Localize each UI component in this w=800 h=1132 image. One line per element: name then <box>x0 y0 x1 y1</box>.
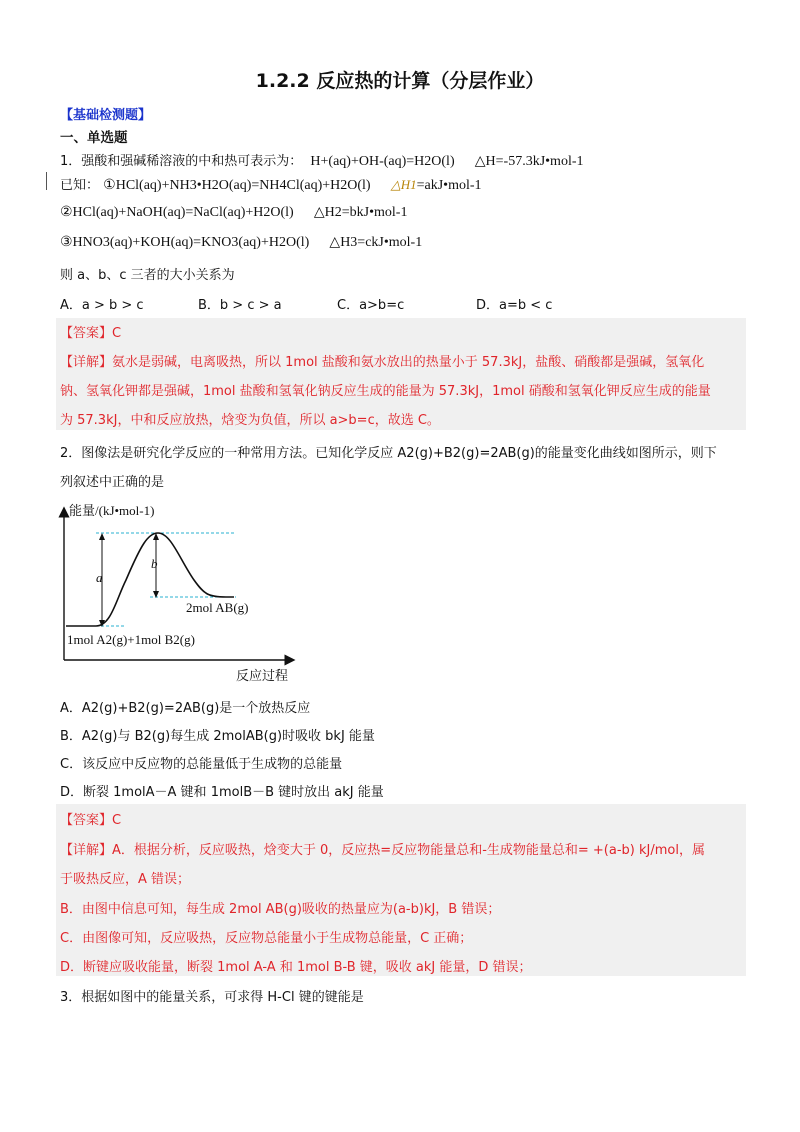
arrow-a-head-top <box>99 533 105 540</box>
page-title: 1.2.2 反应热的计算（分层作业） <box>255 70 545 92</box>
q2-option-d: D．断裂 1molA－A 键和 1molB－B 键时放出 akJ 能量 <box>60 785 384 800</box>
q3-stem: 3．根据如图中的能量关系，可求得 H-Cl 键的键能是 <box>60 990 364 1005</box>
q1-detail-3: 为 57.3kJ，中和反应放热，焓变为负值，所以 a>b=c，故选 C。 <box>60 413 440 428</box>
q2-option-a: A．A2(g)+B2(g)=2AB(g)是一个放热反应 <box>60 701 311 716</box>
text-cursor <box>46 172 47 190</box>
q1-option-c: C．a>b=c <box>337 298 405 313</box>
q1-r2-dh: △H2=bkJ•mol-1 <box>313 205 408 220</box>
q1-answer: 【答案】C <box>60 326 122 341</box>
q1-r1: ①HCl(aq)+NH3•H2O(aq)=NH4Cl(aq)+H2O(l) <box>103 178 371 193</box>
q1-stem-dh: △H=-57.3kJ•mol-1 <box>474 154 584 169</box>
q1-r3-dh: △H3=ckJ•mol-1 <box>329 235 423 250</box>
q1-detail-1: 【详解】氨水是弱碱，电离吸热，所以 1mol 盐酸和氨水放出的热量小于 57.3kJ，盐酸、硝酸都是强碱，氢氧化 <box>60 355 705 370</box>
q1-stem-eq: H+(aq)+OH-(aq)=H2O(l) <box>310 154 455 169</box>
section-tag: 【基础检测题】 <box>60 108 152 123</box>
q2-answer-box <box>56 804 746 976</box>
q2-stem-1: 2．图像法是研究化学反应的一种常用方法。已知化学反应 A2(g)+B2(g)=2AB(g)的能量变化曲线如图所示，则下 <box>60 446 717 461</box>
q1-detail-2: 钠、氢氧化钾都是强碱，1mol 盐酸和氢氧化钠反应生成的能量为 57.3kJ，1mol 硝酸和氢氧化钾反应生成的能量 <box>60 384 711 399</box>
q2-stem-2: 列叙述中正确的是 <box>60 475 165 490</box>
q1-stem <box>60 150 584 170</box>
q1-r3-line <box>60 234 422 251</box>
q1-r2-line <box>60 204 407 221</box>
q2-detail-1: 【详解】A．根据分析，反应吸热，焓变大于 0，反应热=反应物能量总和-生成物能量总和= +(a-b) kJ/mol，属 <box>60 843 705 858</box>
q2-answer: 【答案】C <box>60 813 122 828</box>
q2-option-b: B．A2(g)与 B2(g)每生成 2molAB(g)时吸收 bkJ 能量 <box>60 729 375 744</box>
q1-stem-prefix: 1．强酸和强碱稀溶液的中和热可表示为： <box>60 154 303 169</box>
reactant-label: 1mol A2(g)+1mol B2(g) <box>67 632 195 647</box>
q1-option-d: D．a=b < c <box>476 298 553 313</box>
q2-option-c: C．该反应中反应物的总能量低于生成物的总能量 <box>60 757 343 772</box>
q1-r1-dh-sym: △H1 <box>390 177 417 192</box>
x-axis-label: 反应过程 <box>236 668 289 682</box>
q2-detail-4: C．由图像可知，反应吸热，反应物总能量小于生成物总能量，C 正确； <box>60 931 473 946</box>
q1-known-prefix: 已知： <box>60 178 100 193</box>
q1-known-r1 <box>60 174 482 194</box>
q2-detail-5: D．断键应吸收能量，断裂 1mol A-A 和 1mol B-B 键，吸收 akJ 能量，D 错误； <box>60 960 532 975</box>
q2-detail-3: B．由图中信息可知，每生成 2mol AB(g)吸收的热量应为(a-b)kJ，B 错误； <box>60 902 501 917</box>
y-axis-label: 能量/(kJ•mol-1) <box>69 503 155 518</box>
product-label: 2mol AB(g) <box>186 600 249 615</box>
label-b: b <box>151 556 158 571</box>
q2-detail-2: 于吸热反应，A 错误； <box>60 872 191 887</box>
label-a: a <box>96 570 103 585</box>
q1-option-b: B．b > c > a <box>198 298 282 313</box>
q1-option-a: A．a > b > c <box>60 298 144 313</box>
q1-r1-dh-val: =akJ•mol-1 <box>416 178 482 193</box>
arrow-b-head-bottom <box>153 591 159 598</box>
section-heading: 一、单选题 <box>60 130 128 146</box>
q1-r3: ③HNO3(aq)+KOH(aq)=KNO3(aq)+H2O(l) <box>60 235 310 250</box>
q1-ask: 则 a、b、c 三者的大小关系为 <box>60 268 235 283</box>
q1-r2: ②HCl(aq)+NaOH(aq)=NaCl(aq)+H2O(l) <box>60 205 294 220</box>
energy-diagram <box>56 500 306 682</box>
